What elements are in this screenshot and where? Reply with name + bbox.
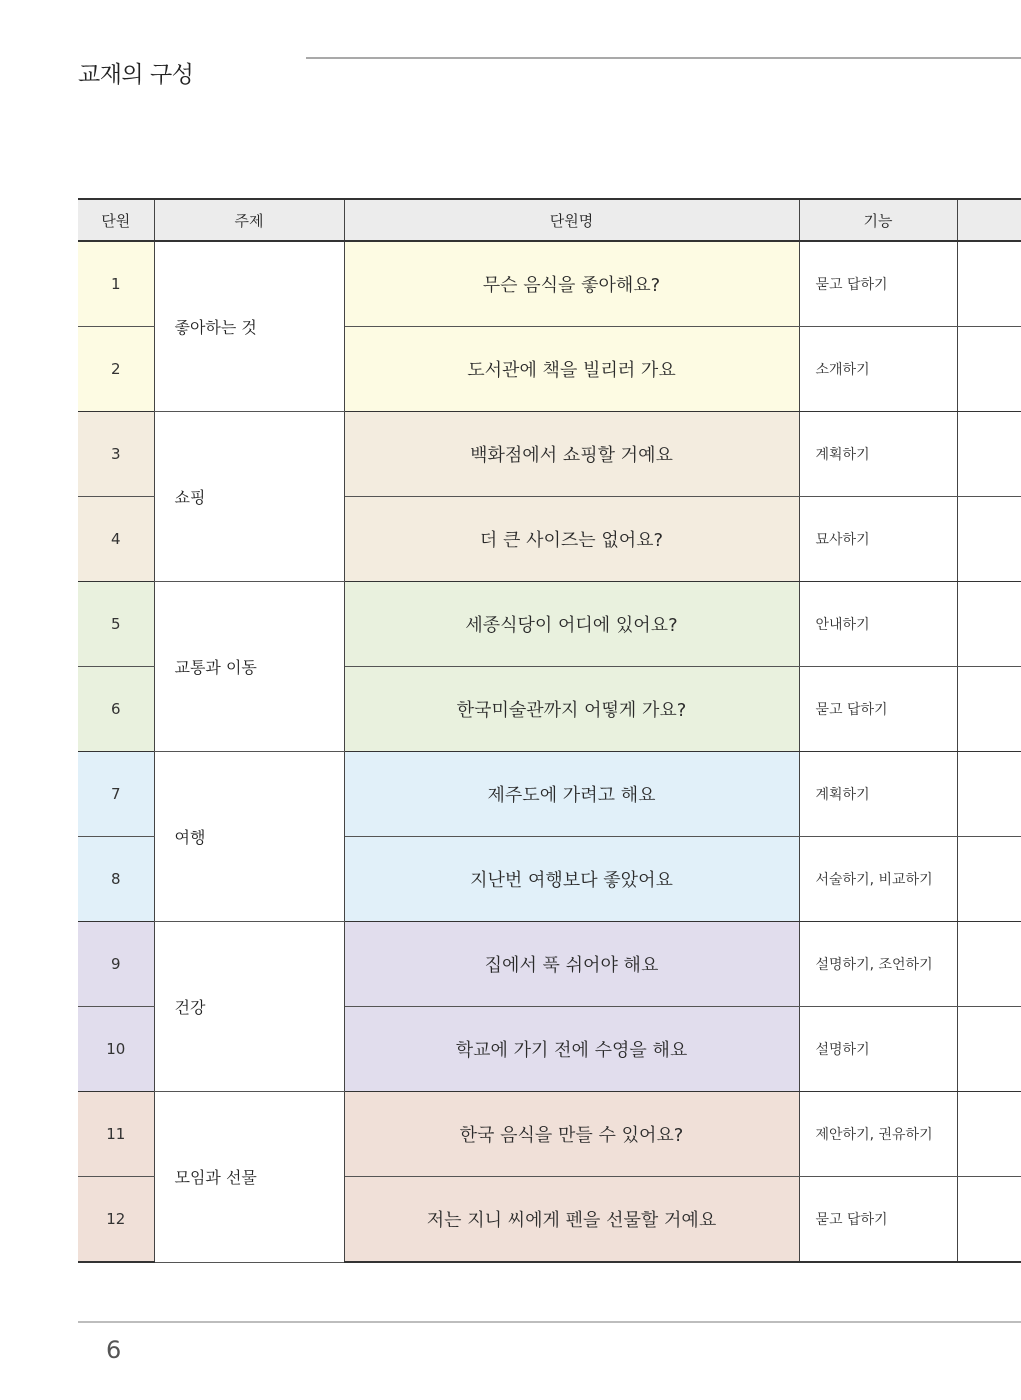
extra-cell (957, 497, 1021, 582)
topic-label: 건강 (154, 922, 344, 1092)
unit-number: 4 (78, 497, 154, 582)
table-header-row (78, 199, 1021, 241)
topic-label: 모임과 선물 (154, 1092, 344, 1263)
unit-title: 한국미술관까지 어떻게 가요? (344, 667, 799, 752)
extra-cell (957, 327, 1021, 412)
topic-label: 여행 (154, 752, 344, 922)
unit-number: 3 (78, 412, 154, 497)
unit-title: 저는 지니 씨에게 펜을 선물할 거예요 (344, 1177, 799, 1263)
unit-function: 설명하기, 조언하기 (799, 922, 957, 1007)
footer-divider (78, 1321, 1021, 1323)
unit-number: 11 (78, 1092, 154, 1177)
unit-function: 안내하기 (799, 582, 957, 667)
page-title: 교재의 구성 (78, 62, 194, 88)
unit-title: 백화점에서 쇼핑할 거예요 (344, 412, 799, 497)
unit-number: 8 (78, 837, 154, 922)
unit-number: 9 (78, 922, 154, 1007)
extra-cell (957, 582, 1021, 667)
extra-cell (957, 412, 1021, 497)
extra-cell (957, 1177, 1021, 1263)
table-row (78, 922, 1021, 1007)
extra-cell (957, 1092, 1021, 1177)
unit-title: 지난번 여행보다 좋았어요 (344, 837, 799, 922)
extra-cell (957, 752, 1021, 837)
unit-function: 제안하기, 권유하기 (799, 1092, 957, 1177)
curriculum-table (78, 198, 1021, 1263)
table-row (78, 752, 1021, 837)
topic-label: 쇼핑 (154, 412, 344, 582)
unit-function: 묘사하기 (799, 497, 957, 582)
table-row (78, 241, 1021, 327)
unit-function: 설명하기 (799, 1007, 957, 1092)
unit-title: 한국 음식을 만들 수 있어요? (344, 1092, 799, 1177)
extra-cell (957, 241, 1021, 327)
unit-number: 10 (78, 1007, 154, 1092)
unit-number: 7 (78, 752, 154, 837)
unit-function: 묻고 답하기 (799, 1177, 957, 1263)
page-number: 6 (106, 1336, 122, 1364)
unit-function: 서술하기, 비교하기 (799, 837, 957, 922)
unit-number: 6 (78, 667, 154, 752)
extra-cell (957, 922, 1021, 1007)
unit-title: 학교에 가기 전에 수영을 해요 (344, 1007, 799, 1092)
unit-number: 1 (78, 241, 154, 327)
extra-cell (957, 837, 1021, 922)
unit-function: 묻고 답하기 (799, 667, 957, 752)
unit-number: 12 (78, 1177, 154, 1263)
unit-function: 묻고 답하기 (799, 241, 957, 327)
unit-title: 제주도에 가려고 해요 (344, 752, 799, 837)
unit-function: 계획하기 (799, 752, 957, 837)
unit-title: 집에서 푹 쉬어야 해요 (344, 922, 799, 1007)
unit-number: 5 (78, 582, 154, 667)
unit-title: 무슨 음식을 좋아해요? (344, 241, 799, 327)
header-extra (957, 199, 1021, 241)
table-row (78, 1092, 1021, 1177)
header-topic: 주제 (154, 199, 344, 241)
table-row (78, 582, 1021, 667)
unit-title: 더 큰 사이즈는 없어요? (344, 497, 799, 582)
header-function: 기능 (799, 199, 957, 241)
topic-label: 교통과 이동 (154, 582, 344, 752)
unit-number: 2 (78, 327, 154, 412)
table-row (78, 412, 1021, 497)
unit-function: 소개하기 (799, 327, 957, 412)
unit-function: 계획하기 (799, 412, 957, 497)
topic-label: 좋아하는 것 (154, 241, 344, 412)
unit-title: 세종식당이 어디에 있어요? (344, 582, 799, 667)
extra-cell (957, 1007, 1021, 1092)
title-divider (306, 57, 1021, 59)
extra-cell (957, 667, 1021, 752)
unit-title: 도서관에 책을 빌리러 가요 (344, 327, 799, 412)
header-unit-name: 단원명 (344, 199, 799, 241)
header-unit: 단원 (78, 199, 154, 241)
